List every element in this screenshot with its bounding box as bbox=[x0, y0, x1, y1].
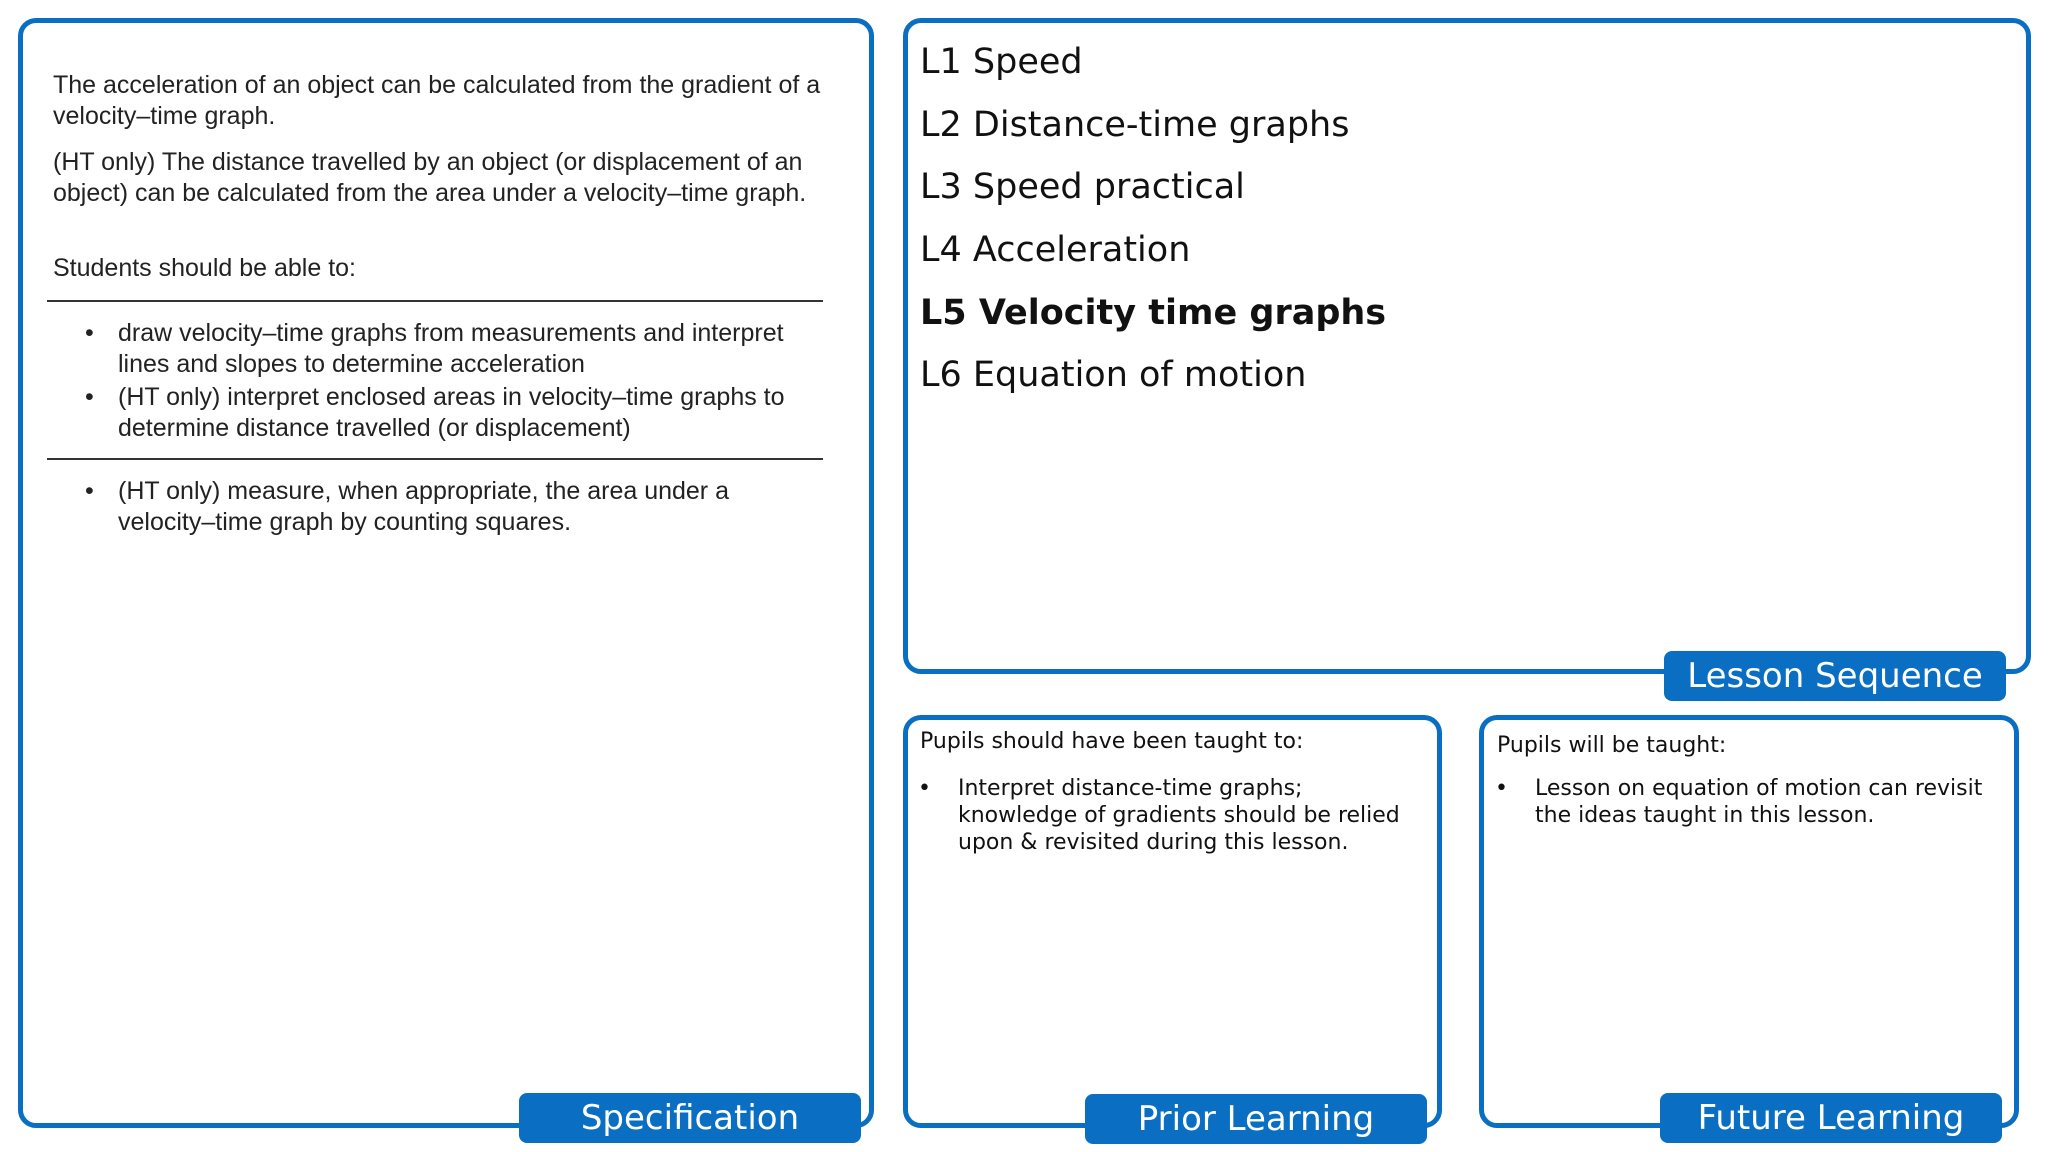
spec-bullet-counting-squares: (HT only) measure, when appropriate, the area under a velocity–time graph by counting squares. bbox=[118, 477, 729, 536]
future-learning-bullet: Lesson on equation of motion can revisit the ideas taught in this lesson. bbox=[1535, 776, 1983, 828]
specification-tab: Specification bbox=[519, 1093, 861, 1143]
bullet-icon: • bbox=[85, 383, 94, 411]
spec-bullet-enclosed-areas: (HT only) interpret enclosed areas in velocity–time graphs to determine distance travelled (or displacement) bbox=[118, 383, 785, 442]
bullet-icon: • bbox=[85, 319, 94, 347]
lesson-item-l3: L3 Speed practical bbox=[920, 167, 1245, 207]
spec-paragraph-distance: (HT only) The distance travelled by an object (or displacement of an object) can be calculated from the area under a velocity–time graph. bbox=[53, 148, 807, 207]
lesson-item-l2: L2 Distance-time graphs bbox=[920, 105, 1350, 145]
prior-learning-intro: Pupils should have been taught to: bbox=[920, 729, 1304, 754]
lesson-item-l4: L4 Acceleration bbox=[920, 230, 1191, 270]
lesson-sequence-tab: Lesson Sequence bbox=[1664, 651, 2006, 701]
spec-divider-top bbox=[47, 300, 823, 302]
lesson-item-l5-current: L5 Velocity time graphs bbox=[920, 293, 1387, 333]
bullet-icon: • bbox=[918, 776, 931, 801]
prior-learning-bullet: Interpret distance-time graphs; knowledge of gradients should be relied upon & revisited during this lesson. bbox=[958, 776, 1400, 855]
spec-students-heading: Students should be able to: bbox=[53, 254, 357, 282]
spec-bullet-draw-graphs: draw velocity–time graphs from measurements and interpret lines and slopes to determine acceleration bbox=[118, 319, 784, 378]
future-learning-tab: Future Learning bbox=[1660, 1093, 2002, 1143]
prior-learning-tab: Prior Learning bbox=[1085, 1094, 1427, 1144]
bullet-icon: • bbox=[1495, 776, 1508, 801]
lesson-item-l1: L1 Speed bbox=[920, 42, 1083, 82]
future-learning-intro: Pupils will be taught: bbox=[1497, 733, 1727, 758]
spec-divider-bottom bbox=[47, 458, 823, 460]
bullet-icon: • bbox=[85, 477, 94, 505]
spec-paragraph-acceleration: The acceleration of an object can be calculated from the gradient of a velocity–time graph. bbox=[53, 71, 821, 130]
lesson-item-l6: L6 Equation of motion bbox=[920, 355, 1307, 395]
